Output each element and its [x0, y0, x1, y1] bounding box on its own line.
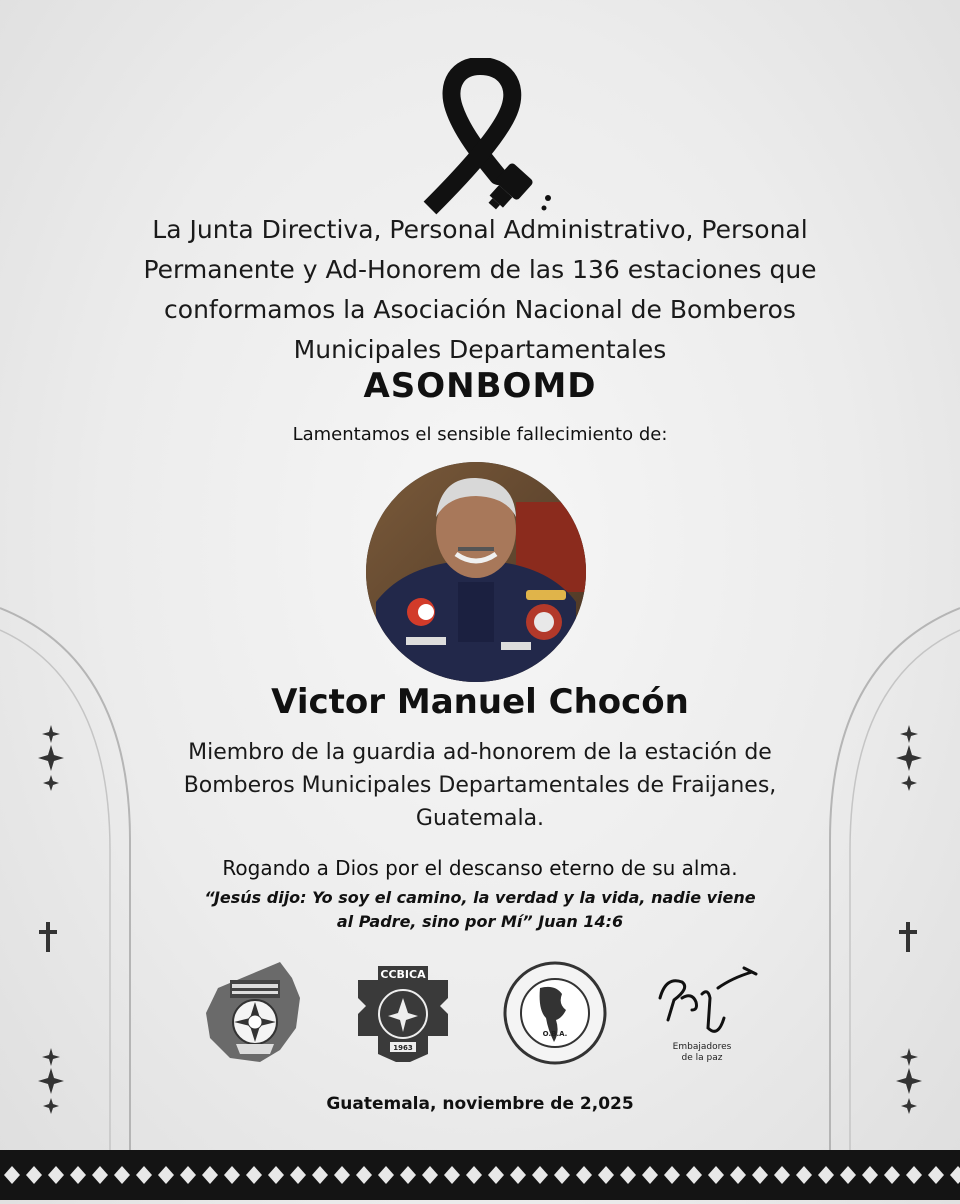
diamond-shape: [4, 1166, 20, 1184]
diamond-shape: [862, 1166, 878, 1184]
embajadores-line: Embajadores: [672, 1042, 732, 1052]
diamond-shape: [730, 1166, 746, 1184]
diamond-shape: [928, 1166, 944, 1184]
diamond-shape: [664, 1166, 680, 1184]
diamond-shape: [796, 1166, 812, 1184]
intro-line: Municipales Departamentales: [293, 335, 667, 364]
role-line: Guatemala.: [415, 806, 545, 831]
lament-text: Lamentamos el sensible fallecimiento de:: [292, 424, 668, 445]
diamond-shape: [422, 1166, 438, 1184]
diamond-shape: [400, 1166, 416, 1184]
diamond-shape: [752, 1166, 768, 1184]
diamond-shape: [378, 1166, 394, 1184]
deceased-name: Victor Manuel Chocón: [271, 682, 689, 722]
diamond-shape: [444, 1166, 460, 1184]
deceased-photo: [366, 462, 586, 682]
organization-title: ASONBOMD: [363, 366, 597, 406]
embajadores-logo: [652, 958, 762, 1068]
diamond-shape: [466, 1166, 482, 1184]
intro-line: conformamos la Asociación Nacional de Bomberos: [164, 295, 796, 324]
bible-verse: [0, 886, 960, 934]
diamond-shape: [334, 1166, 350, 1184]
diamond-shape: [202, 1166, 218, 1184]
diamond-shape: [158, 1166, 174, 1184]
intro-line: La Junta Directiva, Personal Administrativo, Personal: [152, 215, 808, 244]
diamond-shape: [620, 1166, 636, 1184]
diamond-shape: [246, 1166, 262, 1184]
mourning-ribbon-icon: [418, 58, 558, 218]
verse-line: al Padre, sino por Mí” Juan 14:6: [336, 912, 624, 931]
oba-label: O.B.A.: [542, 1030, 568, 1038]
role-line: Bomberos Municipales Departamentales de Fraijanes,: [183, 773, 777, 798]
role-text: [0, 736, 960, 835]
diamond-shape: [356, 1166, 372, 1184]
diamond-shape: [576, 1166, 592, 1184]
diamond-shape: [488, 1166, 504, 1184]
diamond-shape: [686, 1166, 702, 1184]
embajadores-line: de la paz: [681, 1053, 723, 1063]
asonbomd-logo: [200, 958, 310, 1068]
diamond-shape: [268, 1166, 284, 1184]
diamond-shape: [312, 1166, 328, 1184]
diamond-shape: [840, 1166, 856, 1184]
diamond-shape: [92, 1166, 108, 1184]
diamond-shape: [818, 1166, 834, 1184]
signature-icon: [652, 958, 762, 1038]
role-line: Miembro de la guardia ad-honorem de la estación de: [188, 740, 772, 765]
diamond-shape: [290, 1166, 306, 1184]
diamond-shape: [950, 1166, 960, 1184]
verse-line: “Jesús dijo: Yo soy el camino, la verdad y la vida, nadie viene: [204, 888, 756, 907]
diamond-shape: [642, 1166, 658, 1184]
ccbica-logo: [348, 958, 458, 1068]
diamond-shape: [884, 1166, 900, 1184]
diamond-shape: [70, 1166, 86, 1184]
intro-text: [0, 210, 960, 370]
diamond-pattern: [0, 1150, 960, 1200]
diamond-shape: [48, 1166, 64, 1184]
diamond-shape: [26, 1166, 42, 1184]
diamond-shape: [510, 1166, 526, 1184]
diamond-shape: [708, 1166, 724, 1184]
diamond-shape: [180, 1166, 196, 1184]
bottom-decorative-band: [0, 1150, 960, 1200]
diamond-shape: [598, 1166, 614, 1184]
diamond-shape: [774, 1166, 790, 1184]
prayer-text: Rogando a Dios por el descanso eterno de su alma.: [222, 856, 738, 880]
oba-logo: [500, 958, 610, 1068]
intro-line: Permanente y Ad-Honorem de las 136 estaciones que: [143, 255, 817, 284]
ccbica-year: 1963: [393, 1044, 413, 1052]
diamond-shape: [906, 1166, 922, 1184]
diamond-shape: [136, 1166, 152, 1184]
diamond-shape: [224, 1166, 240, 1184]
date-line: Guatemala, noviembre de 2,025: [326, 1094, 634, 1114]
ccbica-label: CCBICA: [380, 968, 426, 981]
diamond-shape: [532, 1166, 548, 1184]
diamond-shape: [554, 1166, 570, 1184]
diamond-shape: [114, 1166, 130, 1184]
